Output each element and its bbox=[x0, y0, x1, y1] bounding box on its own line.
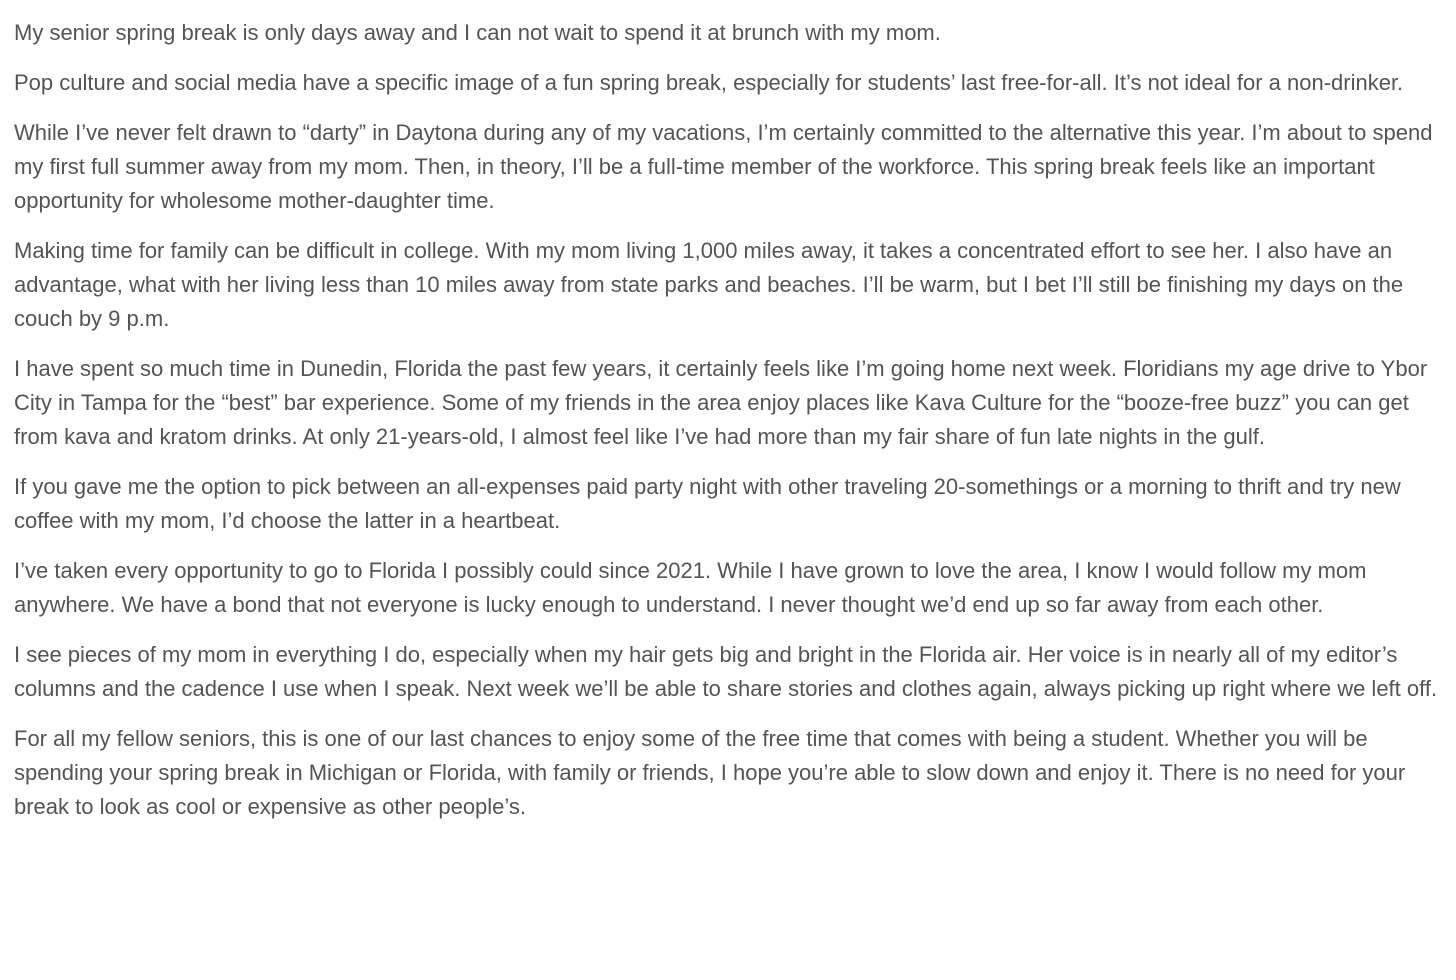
article-paragraph: I see pieces of my mom in everything I do, especially when my hair gets big and bright in the Florida air. Her voice is in nearly all of my editor’s columns and the cadence I use when I speak. Next week we’ll be able to share stories and clothes again, always picking up right where we left off. bbox=[14, 642, 1438, 701]
article-paragraph: I have spent so much time in Dunedin, Florida the past few years, it certainly feels like I’m going home next week. Floridians my age drive to Ybor City in Tampa for the “best” bar experience. Some of my friends in the area enjoy places like Kava Culture for the “booze-free buzz” you can get from kava and kratom drinks. At only 21-years-old, I almost feel like I’ve had more than my fair share of fun late nights in the gulf. bbox=[14, 356, 1428, 449]
article-paragraph: If you gave me the option to pick between an all-expenses paid party night with other traveling 20-somethings or a morning to thrift and try new coffee with my mom, I’d choose the latter in a heartbeat. bbox=[14, 474, 1401, 533]
article-paragraph: Pop culture and social media have a specific image of a fun spring break, especially for students’ last free-for-all. It’s not ideal for a non-drinker. bbox=[14, 70, 1404, 95]
article-paragraph: For all my fellow seniors, this is one of our last chances to enjoy some of the free time that comes with being a student. Whether you will be spending your spring break in Michigan or Florida, with family or friends, I hope you’re able to slow down and enjoy it. There is no need for your break to look as cool or expensive as other people’s. bbox=[14, 726, 1406, 819]
article-paragraph: My senior spring break is only days away and I can not wait to spend it at brunch with my mom. bbox=[14, 20, 941, 45]
article-paragraph: I’ve taken every opportunity to go to Florida I possibly could since 2021. While I have grown to love the area, I know I would follow my mom anywhere. We have a bond that not everyone is lucky enough to understand. I never thought we’d end up so far away from each other. bbox=[14, 558, 1367, 617]
article-paragraph: While I’ve never felt drawn to “darty” in Daytona during any of my vacations, I’m certainly committed to the alternative this year. I’m about to spend my first full summer away from my mom. Then, in theory, I’ll be a full-time member of the workforce. This spring break feels like an important opportunity for wholesome mother-daughter time. bbox=[14, 120, 1433, 213]
article-paragraph: Making time for family can be difficult in college. With my mom living 1,000 miles away, it takes a concentrated effort to see her. I also have an advantage, what with her living less than 10 miles away from state parks and beaches. I’ll be warm, but I bet I’ll still be finishing my days on the couch by 9 p.m. bbox=[14, 238, 1404, 331]
